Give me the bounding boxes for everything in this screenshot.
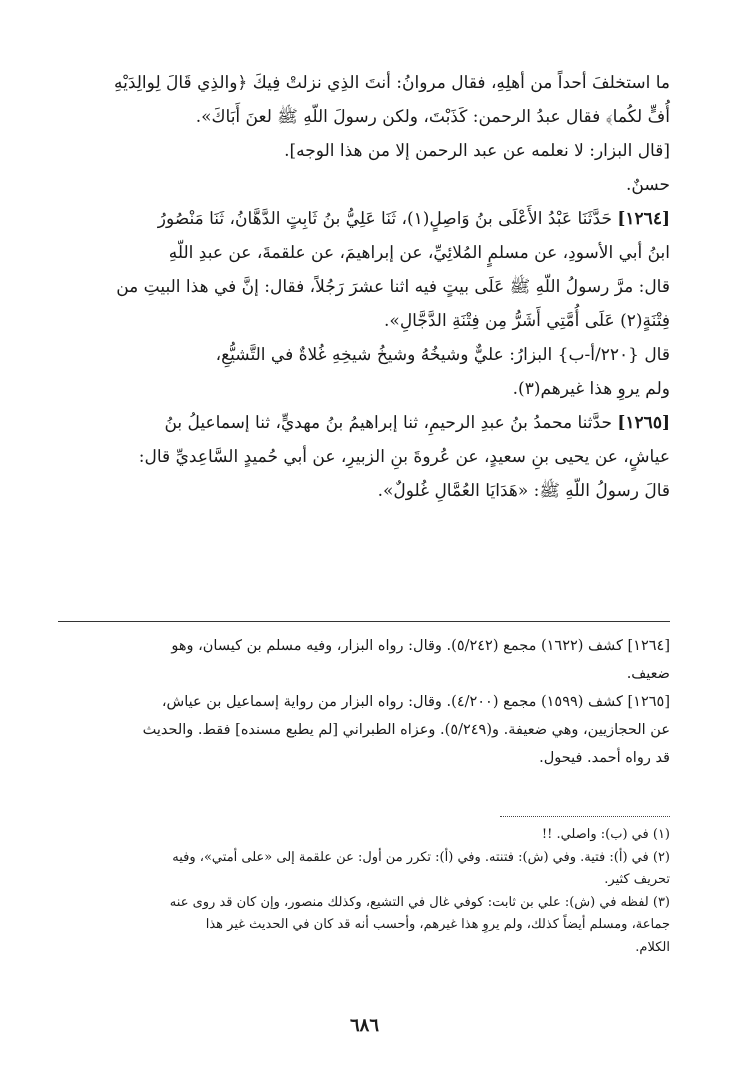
takhrij-line: عن الحجازيين، وهي ضعيفة. و(٥/٢٤٩). وعزاه الطبراني [لم يطبع مسنده] فقط. والحديث <box>142 722 670 738</box>
footnote-3-cont: الكلام. <box>635 939 670 955</box>
hadith-1264-first-line <box>58 202 670 236</box>
section-divider <box>58 621 670 622</box>
text-line: فِتْنَةٍ(٢) عَلَى أُمَّتِي أَشَرُّ مِن فِتْنَةِ الدَّجَّالِ». <box>384 311 670 331</box>
hadith-1265-first-line <box>58 406 670 440</box>
takhrij-line: [١٢٦٤] كشف (١٦٢٢) مجمع (٥/٢٤٢). وقال: رواه البزار، وفيه مسلم بن كيسان، وهو <box>171 638 670 654</box>
footnotes <box>58 824 670 959</box>
text-line: عياشٍ، عن يحيى بنِ سعيدٍ، عن عُروةَ بنِ الزبيرِ، عن أبي حُميدٍ السَّاعِديِّ قال: <box>138 447 670 467</box>
footnote-2-cont: تحريف كثير. <box>604 872 670 887</box>
text-line: ما استخلفَ أحداً من أهلِهِ، فقال مروانُ: أنتَ الذِي نزلتْ فِيكَ ﴿والذِي قَالَ لِوالِدَيْهِ <box>113 73 670 93</box>
takhrij-section <box>58 632 670 772</box>
text-line: قال {٢٢٠/أ-ب} البزارُ: عليٌّ وشيخُهُ وشيخُ شيخِهِ غُلاةٌ في التَّشيُّعِ، <box>215 345 670 365</box>
footnote-3: (٣) لفظه في (ش): علي بن ثابت: كوفي غال في التشيع، وكذلك منصور، وإن كان قد روى عنه <box>169 894 670 910</box>
text-line: أُفٍّ لكُما﴾ فقال عبدُ الرحمن: كَذَبْتَ، ولكن رسولَ اللّهِ ﷺ لعنَ أَبَاكَ». <box>195 107 670 127</box>
text-line: ولم يروِ هذا غيرهم(٣). <box>512 379 670 399</box>
grade-note: حسنٌ. <box>625 175 670 195</box>
page-number: ٦٨٦ <box>349 1015 379 1036</box>
text-line: حدَّثنا محمدُ بنُ عبدِ الرحيمِ، ثنا إبراهيمُ بنُ مهديٍّ، ثنا إسماعيلُ بنُ <box>164 413 612 433</box>
text-line: حَدَّثَنَا عَبْدُ الأَعْلَى بنُ وَاصِلٍ(١)، ثَنَا عَلِيُّ بنُ ثَابِتٍ الدَّهَّانُ، ثَنَا مَنْصُورُ <box>157 209 612 229</box>
text-line: قالَ رسولُ اللّهِ ﷺ: «هَدَايَا العُمَّالِ غُلولٌ». <box>377 481 670 501</box>
footnote-1: (١) في (ب): واصلي. !! <box>541 827 670 842</box>
footnote-2: (٢) في (أ): فتية. وفي (ش): فتنته. وفي (أ): تكرر من أول: عن علقمة إلى «على أمتي»، وفيه <box>172 849 670 865</box>
takhrij-line: [١٢٦٥] كشف (١٥٩٩) مجمع (٤/٢٠٠). وقال: رواه البزار من رواية إسماعيل بن عياش، <box>161 694 670 710</box>
takhrij-line: قد رواه أحمد. فيحول. <box>539 750 670 766</box>
footnote-divider <box>500 816 670 817</box>
hadith-number: [١٢٦٥] <box>617 413 670 433</box>
hadith-number: [١٢٦٤] <box>617 209 670 229</box>
footnote-3-cont: جماعة، ومسلم أيضاً كذلك، ولم يروِ هذا غيرهم، وأحسب أنه قد كان في الحديث غير هذا <box>205 917 670 932</box>
bazzar-note: [قال البزار: لا نعلمه عن عبد الرحمن إلا من هذا الوجه]. <box>284 141 670 161</box>
main-text <box>58 66 670 508</box>
text-line: قال: مرَّ رسولُ اللّهِ ﷺ عَلَى بيتٍ فيه اثنا عشرَ رَجُلاً، فقال: إنَّ في هذا البيتِ من <box>116 277 670 297</box>
takhrij-line: ضعيف. <box>626 666 670 682</box>
text-line: ابنُ أبي الأسودِ، عن مسلمٍ المُلائِيِّ، عن إبراهيمَ، عن علقمةَ، عن عبدِ اللّهِ <box>168 243 670 263</box>
